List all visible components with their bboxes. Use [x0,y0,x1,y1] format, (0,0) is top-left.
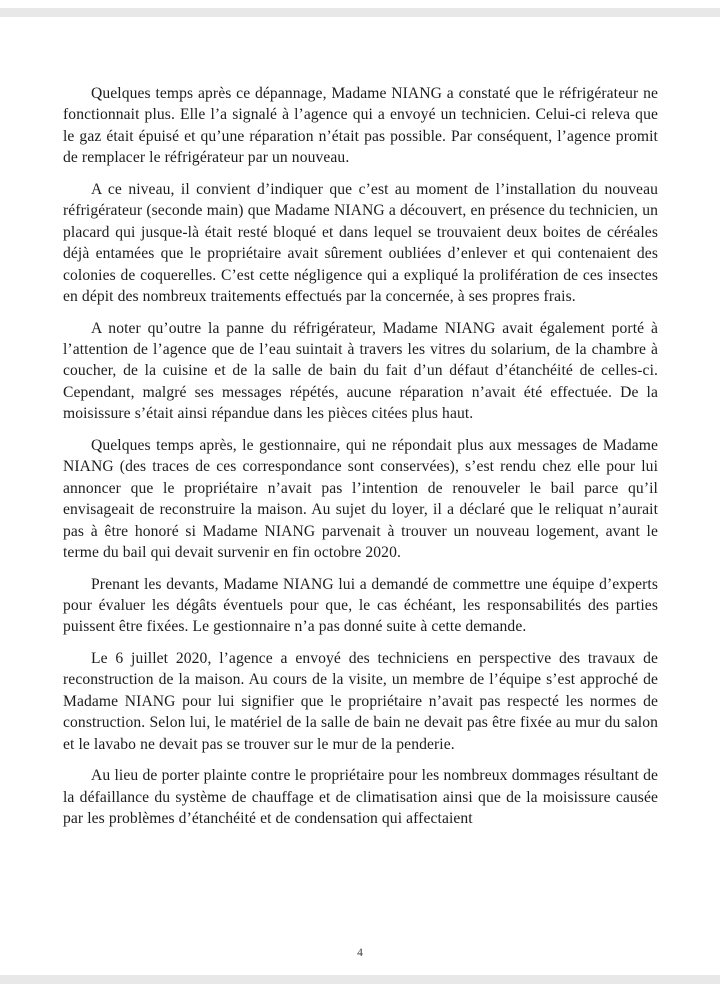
paragraph: Quelques temps après, le gestionnaire, qui ne répondait plus aux messages de Madame NIANG (des traces de ces correspondance sont conservées), s’est rendu chez elle pour lui annoncer que le propriétaire n’avait pas l’intention de renouveler le bail parce qu’il envisageait de reconstruire la maison. Au sujet du loyer, il a déclaré que le reliquat n’aurait pas à être honoré si Madame NIANG parvenait à trouver un nouveau logement, avant le terme du bail qui devait survenir en fin octobre 2020. [63,436,658,562]
page-separator-bottom [0,975,720,984]
page-text-block [63,83,658,840]
paragraph: Quelques temps après ce dépannage, Madame NIANG a constaté que le réfrigérateur ne fonctionnait plus. Elle l’a signalé à l’agence qui a envoyé un technicien. Celui-ci releva que le gaz était épuisé et qu’une réparation n’était pas possible. Par conséquent, l’agence promit de remplacer le réfrigérateur par un nouveau. [63,85,658,167]
paragraph: Prenant les devants, Madame NIANG lui a demandé de commettre une équipe d’experts pour évaluer les dégâts éventuels pour que, le cas échéant, les responsabilités des parties puissent être fixées. Le gestionnaire n’a pas donné suite à cette demande. [63,575,658,636]
document-page [0,17,720,975]
paragraph: Au lieu de porter plainte contre le propriétaire pour les nombreux dommages résultant de la défaillance du système de chauffage et de climatisation ainsi que de la moisissure causée par les problèmes d’étanchéité et de condensation qui affectaient [63,767,658,828]
paragraph: Le 6 juillet 2020, l’agence a envoyé des techniciens en perspective des travaux de reconstruction de la maison. Au cours de la visite, un membre de l’équipe s’est approché de Madame NIANG pour lui signifier que le propriétaire n’avait pas respecté les normes de construction. Selon lui, le matériel de la salle de bain ne devait pas être fixée au mur du salon et le lavabo ne devait pas se trouver sur le mur de la penderie. [63,649,658,753]
paragraph: A noter qu’outre la panne du réfrigérateur, Madame NIANG avait également porté à l’attention de l’agence que de l’eau suintait à travers les vitres du solarium, de la chambre à coucher, de la cuisine et de la salle de bain du fait d’un défaut d’étanchéité de celles-ci. Cependant, malgré ses messages répétés, aucune réparation n’avait été effectuée. De la moisissure s’était ainsi répandue dans les pièces citées plus haut. [63,319,658,423]
page-number: 4 [357,947,363,959]
paragraph: A ce niveau, il convient d’indiquer que c’est au moment de l’installation du nouveau réfrigérateur (seconde main) que Madame NIANG a découvert, en présence du technicien, un placard qui jusque-là était resté bloqué et dans lequel se trouvaient deux boites de céréales déjà entamées que le propriétaire avait sûrement oubliées d’enlever et qui contenaient des colonies de coquerelles. C’est cette négligence qui a expliqué la prolifération de ces insectes en dépit des nombreux traitements effectués par la concernée, à ses propres frais. [63,180,658,306]
page-separator-top [0,8,720,17]
